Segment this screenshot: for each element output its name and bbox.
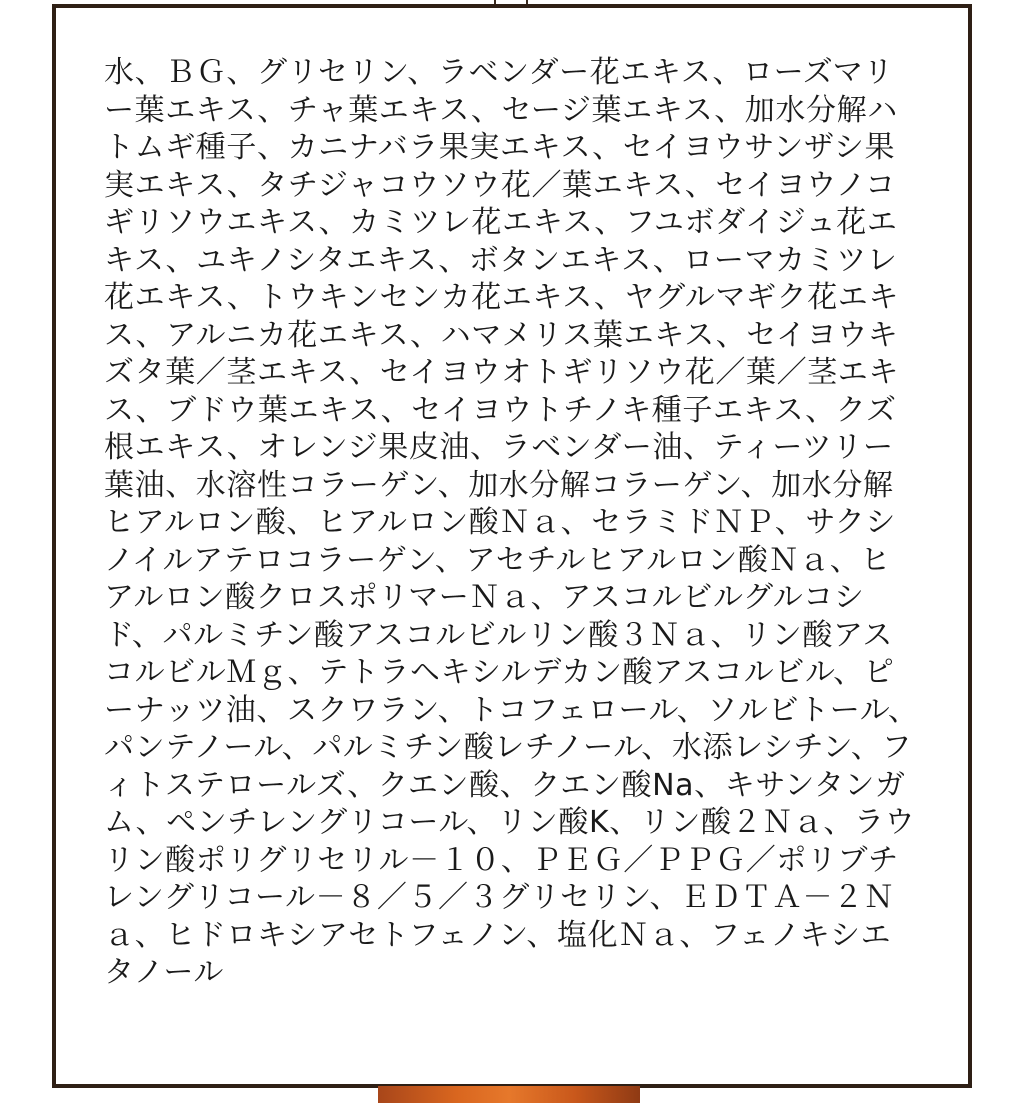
ingredient-list-text: 水、ＢＧ、グリセリン、ラベンダー花エキス、ローズマリー葉エキス、チャ葉エキス、セージ葉エキス、加水分解ハトムギ種子、カニナバラ果実エキス、セイヨウサンザシ果実エキス、タチジャコウソウ花／葉エキス、セイヨウノコギリソウエキス、カミツレ花エキス、フユボダイジュ花エキス、ユキノシタエキス、ボタンエキス、ローマカミツレ花エキス、トウキンセンカ花エキス、ヤグルマギク花エキス、アルニカ花エキス、ハマメリス葉エキス、セイヨウキズタ葉／茎エキス、セイヨウオトギリソウ花／葉／茎エキス、ブドウ葉エキス、セイヨウトチノキ種子エキス、クズ根エキス、オレンジ果皮油、ラベンダー油、ティーツリー葉油、水溶性コラーゲン、加水分解コラーゲン、加水分解ヒアルロン酸、ヒアルロン酸Ｎａ、セラミドＮＰ、サクシノイルアテロコラーゲン、アセチルヒアルロン酸Ｎａ、ヒアルロン酸クロスポリマーＮａ、アスコルビルグルコシド、パルミチン酸アスコルビルリン酸３Ｎａ、リン酸アスコルビルＭｇ、テトラヘキシルデカン酸アスコルビル、ピーナッツ油、スクワラン、トコフェロール、ソルビトール、パンテノール、パルミチン酸レチノール、水添レシチン、フィトステロールズ、クエン酸、クエン酸Na、キサンタンガム、ペンチレングリコール、リン酸K、リン酸２Ｎａ、ラウリン酸ポリグリセリル－１０、ＰＥＧ／ＰＰＧ／ポリブチレングリコール－８／５／３グリセリン、ＥＤＴＡ－２Ｎａ、ヒドロキシアセトフェノン、塩化Ｎａ、フェノキシエタノール — [104, 55, 919, 990]
ingredient-list-box — [52, 4, 972, 1088]
bottle-image-fragment — [378, 1086, 640, 1103]
